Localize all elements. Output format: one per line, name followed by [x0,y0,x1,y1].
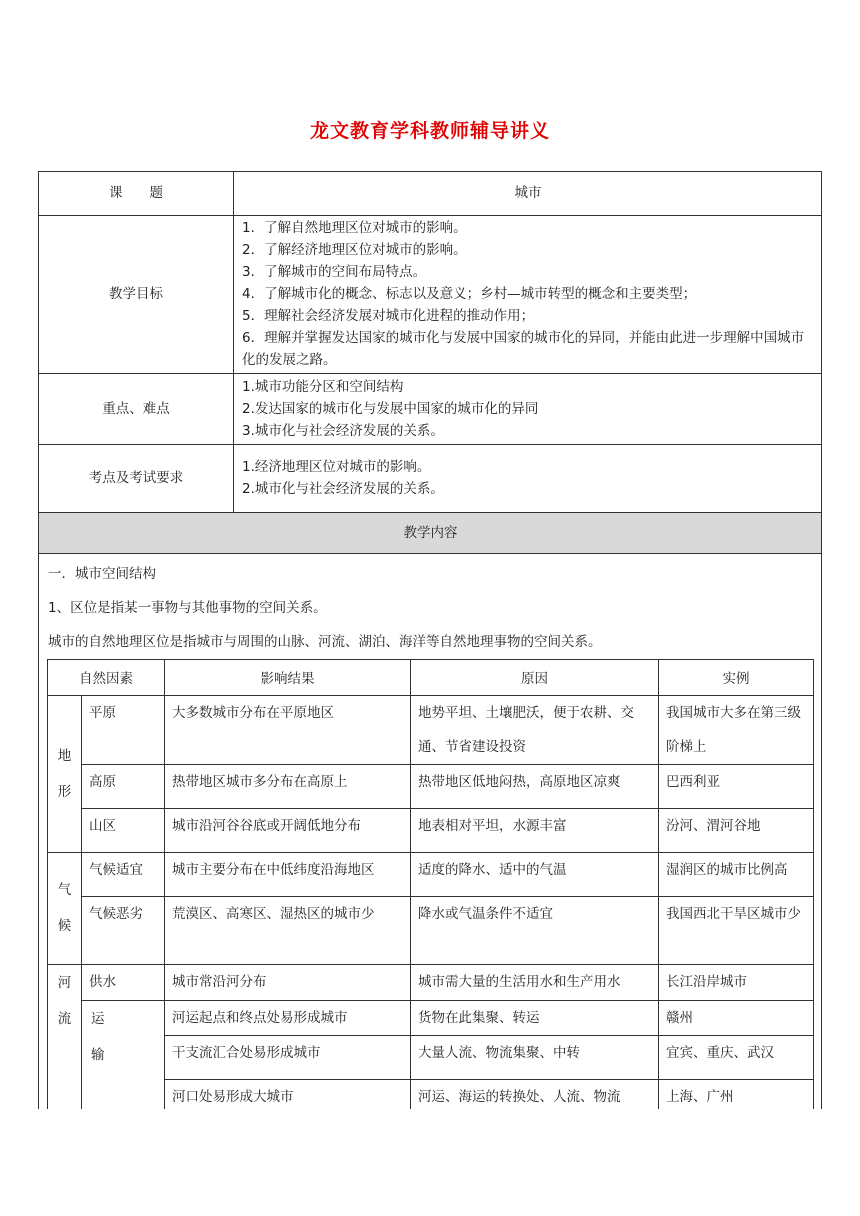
goal-item: 1．了解自然地理区位对城市的影响。 [242,220,467,236]
table-header-row [48,659,814,695]
table-cell: 货物在此集聚、转运 [411,1000,659,1035]
table-row [48,896,814,964]
table-cell: 城市常沿河分布 [165,964,411,1000]
table-cell: 大多数城市分布在平原地区 [165,695,411,764]
goal-item: 5．理解社会经济发展对城市化进程的推动作用； [242,308,535,324]
exam-row [39,444,822,512]
group-label-terrain: 地形 [48,695,82,852]
subject-value: 城市 [234,172,823,215]
key-point-item: 1.城市功能分区和空间结构 [242,378,404,395]
key-points-list [234,373,823,444]
column-header: 影响结果 [165,659,411,695]
table-cell: 我国西北干旱区城市少 [659,896,814,964]
table-cell: 地表相对平坦，水源丰富 [411,808,659,852]
goal-item: 6．理解并掌握发达国家的城市化与发展中国家的城市化的异同，并能由此进一步理解中国城市化的发展之路。 [242,330,805,368]
exam-label: 考点及考试要求 [39,444,234,512]
goal-item: 3．了解城市的空间布局特点。 [242,264,427,280]
table-cell: 供水 [82,964,165,1000]
table-cell: 地势平坦、土壤肥沃，便于农耕、交通、节省建设投资 [411,695,659,764]
table-cell: 气候适宜 [82,852,165,896]
goals-row [39,215,822,373]
table-row [48,964,814,1000]
table-cell: 湿润区的城市比例高 [659,852,814,896]
table-cell: 降水或气温条件不适宜 [411,896,659,964]
column-header: 自然因素 [48,659,165,695]
table-cell: 我国城市大多在第三级阶梯上 [659,695,814,764]
exam-item: 2.城市化与社会经济发展的关系。 [242,481,444,497]
content-header-row [39,512,822,553]
page-title: 龙文教育学科教师辅导讲义 [309,120,550,142]
table-cell: 城市需大量的生活用水和生产用水 [411,964,659,1000]
table-cell: 适度的降水、适中的气温 [411,852,659,896]
table-cell: 河口处易形成大城市 [165,1079,411,1109]
goal-item: 4．了解城市化的概念、标志以及意义；乡村—城市转型的概念和主要类型； [242,286,697,302]
key-point-item: 3.城市化与社会经济发展的关系。 [242,422,444,439]
table-cell: 大量人流、物流集聚、中转 [411,1035,659,1079]
subject-row [39,172,822,215]
content-header: 教学内容 [39,512,822,553]
table-cell: 上海、广州 [659,1079,814,1109]
paragraph: 1、区位是指某一事物与其他事物的空间关系。 [48,599,327,616]
group-label-transport: 运输 [82,1000,165,1109]
table-cell: 河运起点和终点处易形成城市 [165,1000,411,1035]
paragraph: 城市的自然地理区位是指城市与周围的山脉、河流、湖泊、海洋等自然地理事物的空间关系。 [48,633,602,650]
goal-item: 2．了解经济地理区位对城市的影响。 [242,242,467,258]
table-cell: 汾河、渭河谷地 [659,808,814,852]
table-cell: 山区 [82,808,165,852]
lesson-info-table [39,172,822,554]
table-cell: 河运、海运的转换处、人流、物流 [411,1079,659,1109]
natural-factors-table [47,659,814,1110]
table-cell: 热带地区城市多分布在高原上 [165,764,411,808]
group-label-river: 河流 [48,964,82,1109]
section-heading: 一．城市空间结构 [48,565,156,582]
key-points-row [39,373,822,444]
table-cell: 赣州 [659,1000,814,1035]
table-row [48,808,814,852]
table-cell: 干支流汇合处易形成城市 [165,1035,411,1079]
table-row [48,695,814,764]
table-row [48,1000,814,1035]
exam-item: 1.经济地理区位对城市的影响。 [242,459,431,475]
goals-label: 教学目标 [39,215,234,373]
table-cell: 城市主要分布在中低纬度沿海地区 [165,852,411,896]
content-body [39,557,821,1110]
goals-list [234,215,823,373]
column-header: 原因 [411,659,659,695]
table-cell: 长江沿岸城市 [659,964,814,1000]
exam-list [234,444,823,512]
key-point-item: 2.发达国家的城市化与发展中国家的城市化的异同 [242,400,539,417]
table-cell: 平原 [82,695,165,764]
table-cell: 热带地区低地闷热，高原地区凉爽 [411,764,659,808]
table-cell: 巴西利亚 [659,764,814,808]
table-cell: 气候恶劣 [82,896,165,964]
group-label-climate: 气候 [48,852,82,964]
lesson-sheet [38,171,822,1109]
table-cell: 宜宾、重庆、武汉 [659,1035,814,1079]
table-row [48,852,814,896]
table-cell: 高原 [82,764,165,808]
column-header: 实例 [659,659,814,695]
table-row [48,764,814,808]
subject-label: 课 题 [39,172,234,215]
table-cell: 荒漠区、高寒区、湿热区的城市少 [165,896,411,964]
table-cell: 城市沿河谷谷底或开阔低地分布 [165,808,411,852]
key-points-label: 重点、难点 [39,373,234,444]
